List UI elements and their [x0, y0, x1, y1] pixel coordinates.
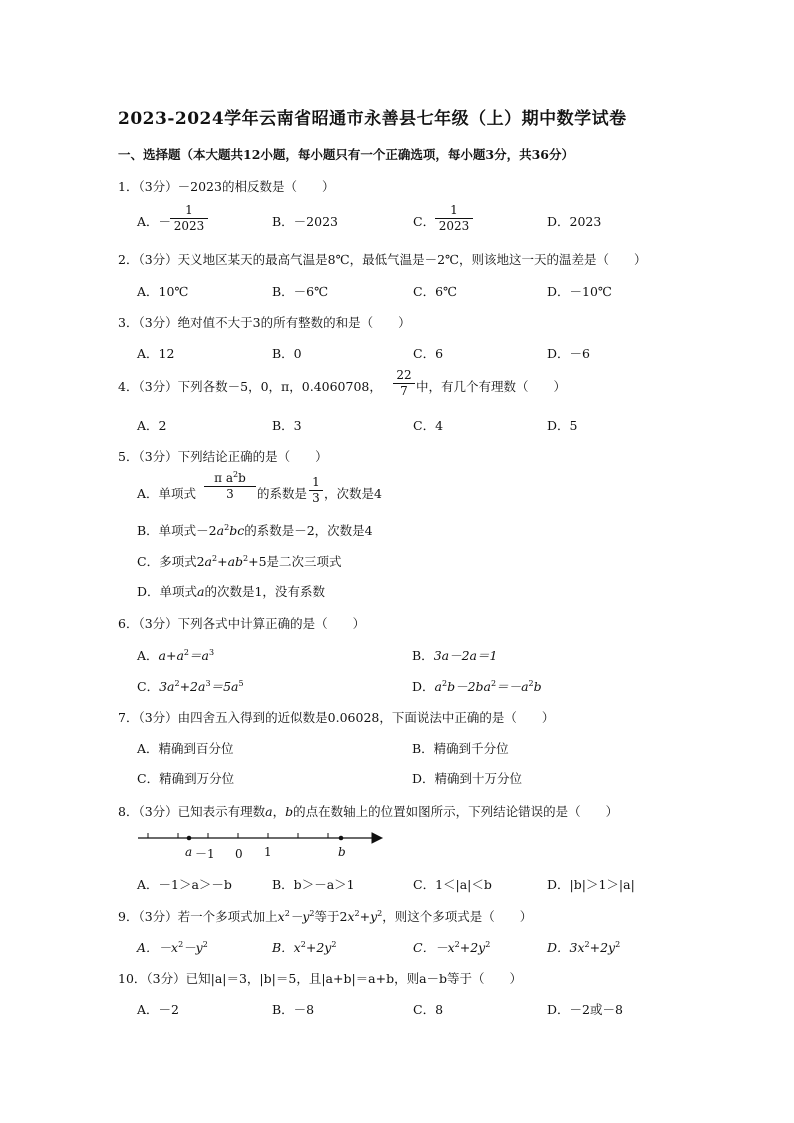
question-8-option-d: D．|b|＞1＞|a| [547, 877, 635, 892]
fraction-denominator: 3 [312, 491, 320, 505]
question-10-option-d: D．－2或－8 [547, 1002, 623, 1017]
question-4-stem-pre: 4．（3分）下列各数－5，0，π，0.4060708， [118, 379, 382, 394]
question-1-stem: 1．（3分）－2023的相反数是（ ） [118, 179, 335, 194]
question-10-stem: 10．（3分）已知|a|＝3，|b|＝5，且|a+b|＝a+b，则a－b等于（ ） [118, 971, 523, 986]
question-5-stem: 5．（3分）下列结论正确的是（ ） [118, 449, 328, 464]
question-4-option-c: C．4 [413, 418, 444, 433]
question-5-option-d: D．单项式a的次数是1，没有系数 [137, 584, 325, 599]
question-2-option-a: A．10℃ [137, 284, 189, 299]
question-9-stem: 9．（3分）若一个多项式加上$x^2-y^2$等于$2x^2+y^2$，则这个多项式是（ ） [118, 908, 533, 924]
fraction-numerator: 22 [396, 368, 412, 382]
question-8-option-a: A．－1＞a＞－b [137, 877, 232, 892]
axis-label-zero: 0 [235, 847, 243, 861]
question-10-option-c: C．8 [413, 1002, 444, 1017]
question-3-option-c: C．6 [413, 346, 444, 361]
fraction-denominator: 2023 [173, 219, 205, 233]
question-5-option-a-pre: A．单项式 [137, 486, 197, 501]
question-6-option-b: B．3a－2a＝1 [412, 648, 498, 663]
question-3-option-d: D．－6 [547, 346, 590, 361]
fraction-numerator: π $a^2b$ [214, 470, 246, 485]
question-9-option-a: A．$-x^2-y^2$ [137, 939, 208, 955]
arrow-icon [372, 833, 382, 843]
question-1-option-c-fraction [435, 204, 473, 233]
question-4-option-d: D．5 [547, 418, 578, 433]
question-9-option-c: C．$-x^2+2y^2$ [413, 939, 491, 955]
question-8-option-b: B．b＞－a＞1 [272, 877, 355, 892]
exam-title: 2023-2024学年云南省昭通市永善县七年级（上）期中数学试卷 [118, 109, 627, 129]
question-4-option-b: B．3 [272, 418, 302, 433]
axis-label-one: 1 [264, 845, 272, 859]
question-7-option-a: A．精确到百分位 [137, 741, 234, 756]
question-1-option-c: C． [413, 214, 436, 229]
question-5-option-a-coef-fraction [309, 476, 323, 505]
question-2-stem: 2．（3分）天义地区某天的最高气温是8℃，最低气温是－2℃，则该地这一天的温差是（ ） [118, 252, 647, 267]
fraction-numerator: 1 [450, 203, 458, 217]
question-3-option-b: B．0 [272, 346, 302, 361]
question-2-option-c: C．6℃ [413, 284, 458, 299]
point-a [187, 836, 192, 841]
question-1-option-d: D．2023 [547, 214, 602, 229]
question-3-stem: 3．（3分）绝对值不大于3的所有整数的和是（ ） [118, 315, 411, 330]
question-3-option-a: A．12 [137, 346, 175, 361]
question-6-option-a: A．$a+a^2=a^3$ [137, 647, 215, 663]
question-4-stem-post: 中，有几个有理数（ ） [416, 379, 567, 394]
question-7-stem: 7．（3分）由四舍五入得到的近似数是0.06028，下面说法中正确的是（ ） [118, 710, 555, 725]
question-10-option-b: B．－8 [272, 1002, 315, 1017]
question-7-option-b: B．精确到千分位 [412, 741, 509, 756]
question-9-option-d: D．$3x^2+2y^2$ [547, 939, 621, 955]
question-4-fraction [393, 369, 415, 398]
question-1-option-b: B．－2023 [272, 214, 338, 229]
question-7-option-d: D．精确到十万分位 [412, 771, 523, 786]
question-5-option-a-post: ，次数是4 [324, 486, 382, 501]
question-8-option-c: C．1＜|a|＜b [413, 877, 492, 892]
point-b [339, 836, 344, 841]
question-1-option-a-fraction [170, 204, 208, 233]
axis-label-minus-one: －1 [195, 847, 215, 861]
axis-label-b: b [338, 845, 346, 859]
fraction-numerator: 1 [185, 203, 193, 217]
fraction-denominator: 3 [226, 487, 234, 501]
number-line-figure [136, 828, 386, 848]
question-2-option-b: B．－6℃ [272, 284, 329, 299]
axis-label-a: a [185, 845, 193, 859]
section-heading: 一、选择题（本大题共12小题，每小题只有一个正确选项，每小题3分，共36分） [118, 147, 574, 162]
question-4-option-a: A．2 [137, 418, 167, 433]
question-5-option-a-fraction [204, 472, 256, 501]
question-10-option-a: A．－2 [137, 1002, 179, 1017]
question-2-option-d: D．－10℃ [547, 284, 612, 299]
question-8-stem: 8．（3分）已知表示有理数a，b的点在数轴上的位置如图所示，下列结论错误的是（ ） [118, 804, 619, 819]
question-7-option-c: C．精确到万分位 [137, 771, 235, 786]
question-1-option-a [137, 212, 171, 230]
option-a-label: A．－ [137, 214, 172, 229]
fraction-denominator: 7 [400, 384, 408, 398]
question-9-option-b: B．$x^2+2y^2$ [272, 939, 337, 955]
question-6-stem: 6．（3分）下列各式中计算正确的是（ ） [118, 616, 366, 631]
question-6-option-c: C．$3a^2+2a^3=5a^5$ [137, 678, 244, 694]
fraction-numerator: 1 [312, 475, 320, 489]
question-5-option-c: C．多项式$2a^2+ab^2+5$是二次三项式 [137, 553, 342, 569]
fraction-denominator: 2023 [438, 219, 470, 233]
question-6-option-d: D．$a^2b-2ba^2=-a^2b$ [412, 678, 542, 694]
question-5-option-a-mid: 的系数是 [257, 486, 308, 501]
question-5-option-b: B．单项式$-2a^2bc$的系数是－2，次数是4 [137, 522, 373, 538]
